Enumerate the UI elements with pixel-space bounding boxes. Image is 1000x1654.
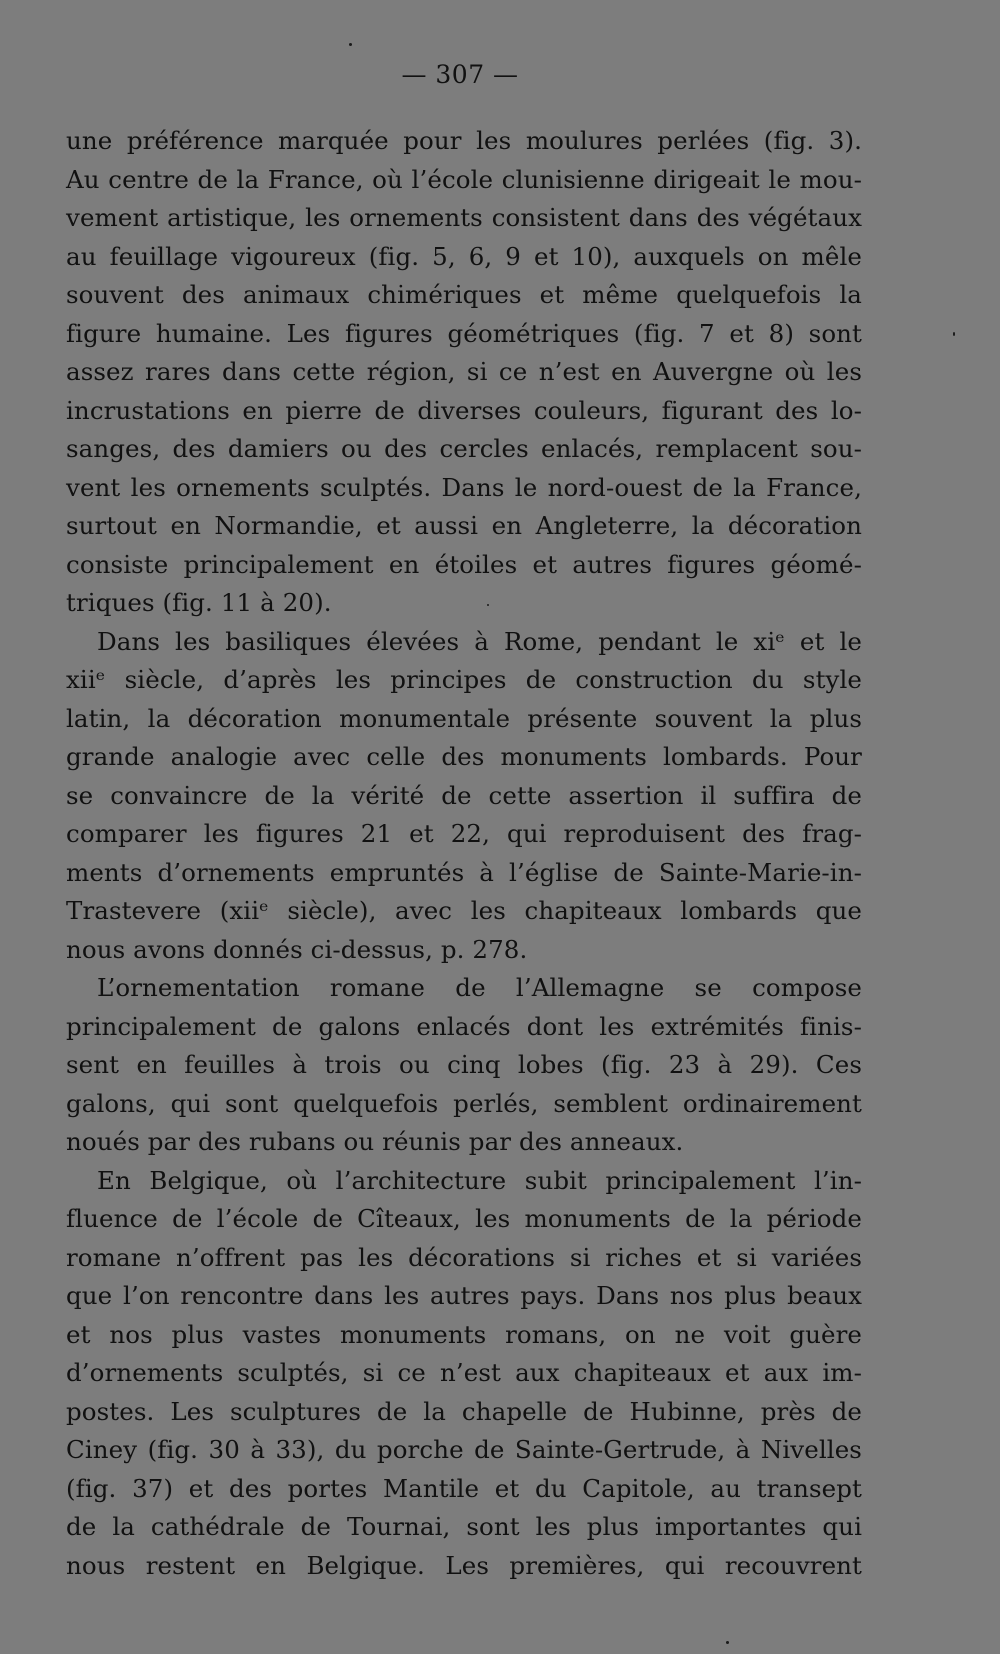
text-line: au feuillage vigoureux (fig. 5, 6, 9 et 10), auxquels on mêle [66, 241, 862, 271]
ink-speck [953, 332, 955, 336]
text-line: une préférence marquée pour les moulures perlées (fig. 3). [66, 126, 862, 155]
ink-speck [349, 43, 352, 46]
text-line: comparer les figures 21 et 22, qui reproduisent des frag- [66, 819, 862, 848]
text-line: grande analogie avec celle des monuments lombards. Pour [66, 742, 862, 771]
text-line: xiiᵉ siècle, d’après les principes de construction du style [66, 665, 862, 694]
text-line: surtout en Normandie, et aussi en Angleterre, la décoration [66, 511, 862, 540]
text-line: assez rares dans cette région, si ce n’est en Auvergne où les [66, 357, 862, 386]
text-line: triques (fig. 11 à 20). [66, 588, 332, 617]
text-line: sanges, des damiers ou des cercles enlacés, remplacent sou- [66, 434, 862, 463]
text-line: d’ornements sculptés, si ce n’est aux chapiteaux et aux im- [66, 1358, 862, 1387]
page-number: — 307 — [401, 60, 519, 89]
text-line: consiste principalement en étoiles et autres figures géomé- [66, 549, 862, 579]
text-line: que l’on rencontre dans les autres pays. Dans nos plus beaux [66, 1281, 862, 1310]
text-line: Dans les basiliques élevées à Rome, pendant le xiᵉ et le [97, 626, 862, 656]
text-line: noués par des rubans ou réunis par des anneaux. [66, 1127, 684, 1156]
text-line: latin, la décoration monumentale présente souvent la plus [66, 703, 862, 733]
text-line: se convaincre de la vérité de cette assertion il suffira de [66, 780, 862, 810]
text-line: (fig. 37) et des portes Mantile et du Capitole, au transept [66, 1473, 862, 1503]
text-line: postes. Les sculptures de la chapelle de Hubinne, près de [66, 1396, 862, 1426]
text-line: Au centre de la France, où l’école clunisienne dirigeait le mou- [66, 164, 862, 194]
text-line: principalement de galons enlacés dont les extrémités finis- [66, 1011, 862, 1041]
text-line: sent en feuilles à trois ou cinq lobes (fig. 23 à 29). Ces [66, 1050, 862, 1079]
text-line: souvent des animaux chimériques et même quelquefois la [66, 280, 862, 309]
text-line: galons, qui sont quelquefois perlés, semblent ordinairement [66, 1088, 862, 1118]
text-line: ments d’ornements empruntés à l’église de Sainte-Marie-in- [66, 857, 862, 887]
text-line: Ciney (fig. 30 à 33), du porche de Sainte-Gertrude, à Nivelles [66, 1435, 862, 1464]
text-line: vement artistique, les ornements consistent dans des végétaux [66, 203, 862, 232]
text-line: fluence de l’école de Cîteaux, les monuments de la période [66, 1204, 862, 1233]
text-line: de la cathédrale de Tournai, sont les plus importantes qui [66, 1512, 862, 1541]
text-line: et nos plus vastes monuments romans, on ne voit guère [66, 1319, 862, 1349]
text-line: figure humaine. Les figures géométriques (fig. 7 et 8) sont [66, 318, 862, 348]
text-line: Trastevere (xiiᵉ siècle), avec les chapiteaux lombards que [66, 896, 862, 925]
text-line: vent les ornements sculptés. Dans le nord-ouest de la France, [66, 472, 862, 502]
text-line: En Belgique, où l’architecture subit principalement l’in- [97, 1165, 862, 1195]
text-line: nous restent en Belgique. Les premières, qui recouvrent [66, 1550, 862, 1580]
text-line: incrustations en pierre de diverses couleurs, figurant des lo- [66, 395, 862, 425]
page-text [66, 122, 862, 1585]
text-line: L’ornementation romane de l’Allemagne se compose [97, 973, 862, 1002]
text-line: romane n’offrent pas les décorations si riches et si variées [66, 1242, 862, 1272]
text-line: nous avons donnés ci-dessus, p. 278. [66, 934, 528, 964]
ink-speck [726, 1641, 729, 1644]
